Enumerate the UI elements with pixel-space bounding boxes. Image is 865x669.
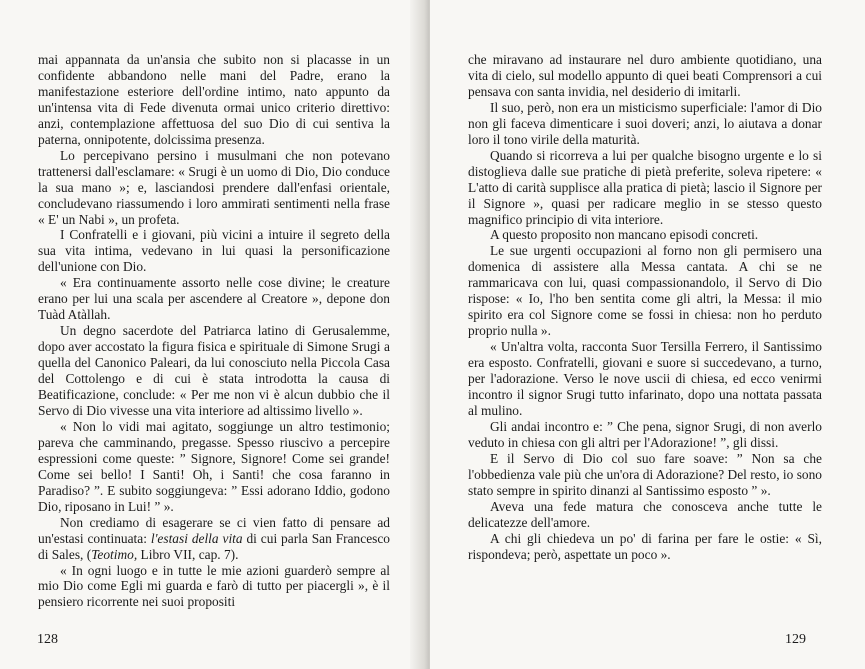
paragraph xyxy=(38,515,390,563)
paragraph: E il Servo di Dio col suo fare soave: ” Non sa che l'obbedienza vale più che un'ora di Adorazione? Del resto, io sono stato sempre in spirito dinanzi al Santissimo esposto ” ». xyxy=(468,450,822,498)
paragraph: mai appannata da un'ansia che subito non si placasse in un confidente abbandono nelle mani del Padre, erano la manifestazione esteriore dell'ordine intimo, nato appunto da un'intensa vita di Fede divenuta ormai unico criterio direttivo: anzi, contemplazione affettuosa del suo Dio di cui sentiva la paterna, onnipotente, dolcissima presenza. xyxy=(38,52,390,147)
paragraph: « In ogni luogo e in tutte le mie azioni guarderò sempre al mio Dio come Egli mi guarda e farò di tutto per piacergli », è il pensiero ricorrente nei suoi propositi xyxy=(38,562,390,610)
paragraph: « Non lo vidi mai agitato, soggiunge un altro testimonio; pareva che camminando, pregasse. Spesso riuscivo a percepire espressioni come queste: ” Signore, Signore! Come sei grande! Come sei bello! I Santi! Oh, i Santi! che cosa faranno in Paradiso? ”. E subito soggiungeva: ” Essi adorano Iddio, godono Dio, riposano in Lui! ” ». xyxy=(38,418,390,514)
paragraph: Un degno sacerdote del Patriarca latino di Gerusalemme, dopo aver accostato la figura fisica e spirituale di Simone Srugi a quella del Canonico Paleari, da lui conosciuto nella Piccola Casa del Cottolengo e di cui è stata introdotta la causa di Beatificazione, conclude: « Per me non vi è alcun dubbio che il Servo di Dio vivesse una vita interiore ad altissimo livello ». xyxy=(38,323,390,418)
left-page-text xyxy=(38,52,390,610)
paragraph: Quando si ricorreva a lui per qualche bisogno urgente e lo si distoglieva dalle sue pratiche di pietà preferite, soleva ripetere: « L'atto di carità supplisce alla pratica di pietà; lascio il Signore per il Signore », quasi per radicare meglio in se stesso questo magnifico principio di vita interiore. xyxy=(468,147,822,227)
paragraph-text: di cui parla San Francesco di Sales, ( xyxy=(38,530,390,562)
paragraph: A chi gli chiedeva un po' di farina per fare le ostie: « Sì, rispondeva; però, aspettate un poco ». xyxy=(468,530,822,562)
paragraph-text: Libro VII, cap. 7). xyxy=(137,546,239,562)
italic-title: Teotimo, xyxy=(91,546,138,562)
page-number-left: 128 xyxy=(37,632,58,647)
paragraph: I Confratelli e i giovani, più vicini a intuire il segreto della sua vita intima, vedevano in lui quasi la personificazione dell'unione con Dio. xyxy=(38,227,390,275)
paragraph: che miravano ad instaurare nel duro ambiente quotidiano, una vita di cielo, sul modello appunto di quei beati Comprensori a cui pensava con santa invidia, nel desiderio di imitarli. xyxy=(468,52,822,99)
paragraph: Lo percepivano persino i musulmani che non potevano trattenersi dall'esclamare: « Srugi è un uomo di Dio, Dio conduce la sua mano »; e, lasciandosi prendere dall'enfasi orientale, concludevano riassumendo i loro ammirati sentimenti nella frase « E' un Nabi », un profeta. xyxy=(38,147,390,227)
paragraph: Gli andai incontro e: ” Che pena, signor Srugi, di non averlo veduto in chiesa con gli altri per l'Adorazione! ”, gli dissi. xyxy=(468,418,822,450)
paragraph: Aveva una fede matura che conosceva anche tutte le delicatezze dell'amore. xyxy=(468,498,822,530)
page-number-right: 129 xyxy=(785,632,806,647)
right-page xyxy=(430,0,865,669)
left-page xyxy=(0,0,423,669)
paragraph-text: Non crediamo di esagerare se ci vien fatto di pensare ad un'estasi continuata: xyxy=(38,514,390,546)
paragraph: « Era continuamente assorto nelle cose divine; le creature erano per lui una scala per ascendere al Creatore », depone don Tuàd Atàllah. xyxy=(38,275,390,323)
right-page-text xyxy=(468,52,822,563)
paragraph: Il suo, però, non era un misticismo superficiale: l'amor di Dio non gli faceva dimenticare i suoi doveri; anzi, lo aiutava a donar loro il tono virile della maturità. xyxy=(468,99,822,147)
paragraph: Le sue urgenti occupazioni al forno non gli permisero una domenica di assistere alla Messa cantata. A chi se ne rammaricava con lui, quasi compassionandolo, il Servo di Dio rispose: « Io, l'ho ben sentita come gli altri, la Messa: il mio spirito era col Signore come se fossi in chiesa: non ho perduto proprio nulla ». xyxy=(468,243,822,339)
italic-phrase: l'estasi della vita xyxy=(150,530,243,546)
paragraph: A questo proposito non mancano episodi concreti. xyxy=(490,227,759,243)
paragraph: « Un'altra volta, racconta Suor Tersilla Ferrero, il Santissimo era esposto. Confratelli, giovani e suore si succedevano, a turno, per l'adorazione. Verso le nove uscii di chiesa, ed ecco venirmi incontro il signor Srugi tutto infarinato, dopo una nottata passata al mulino. xyxy=(468,339,822,418)
